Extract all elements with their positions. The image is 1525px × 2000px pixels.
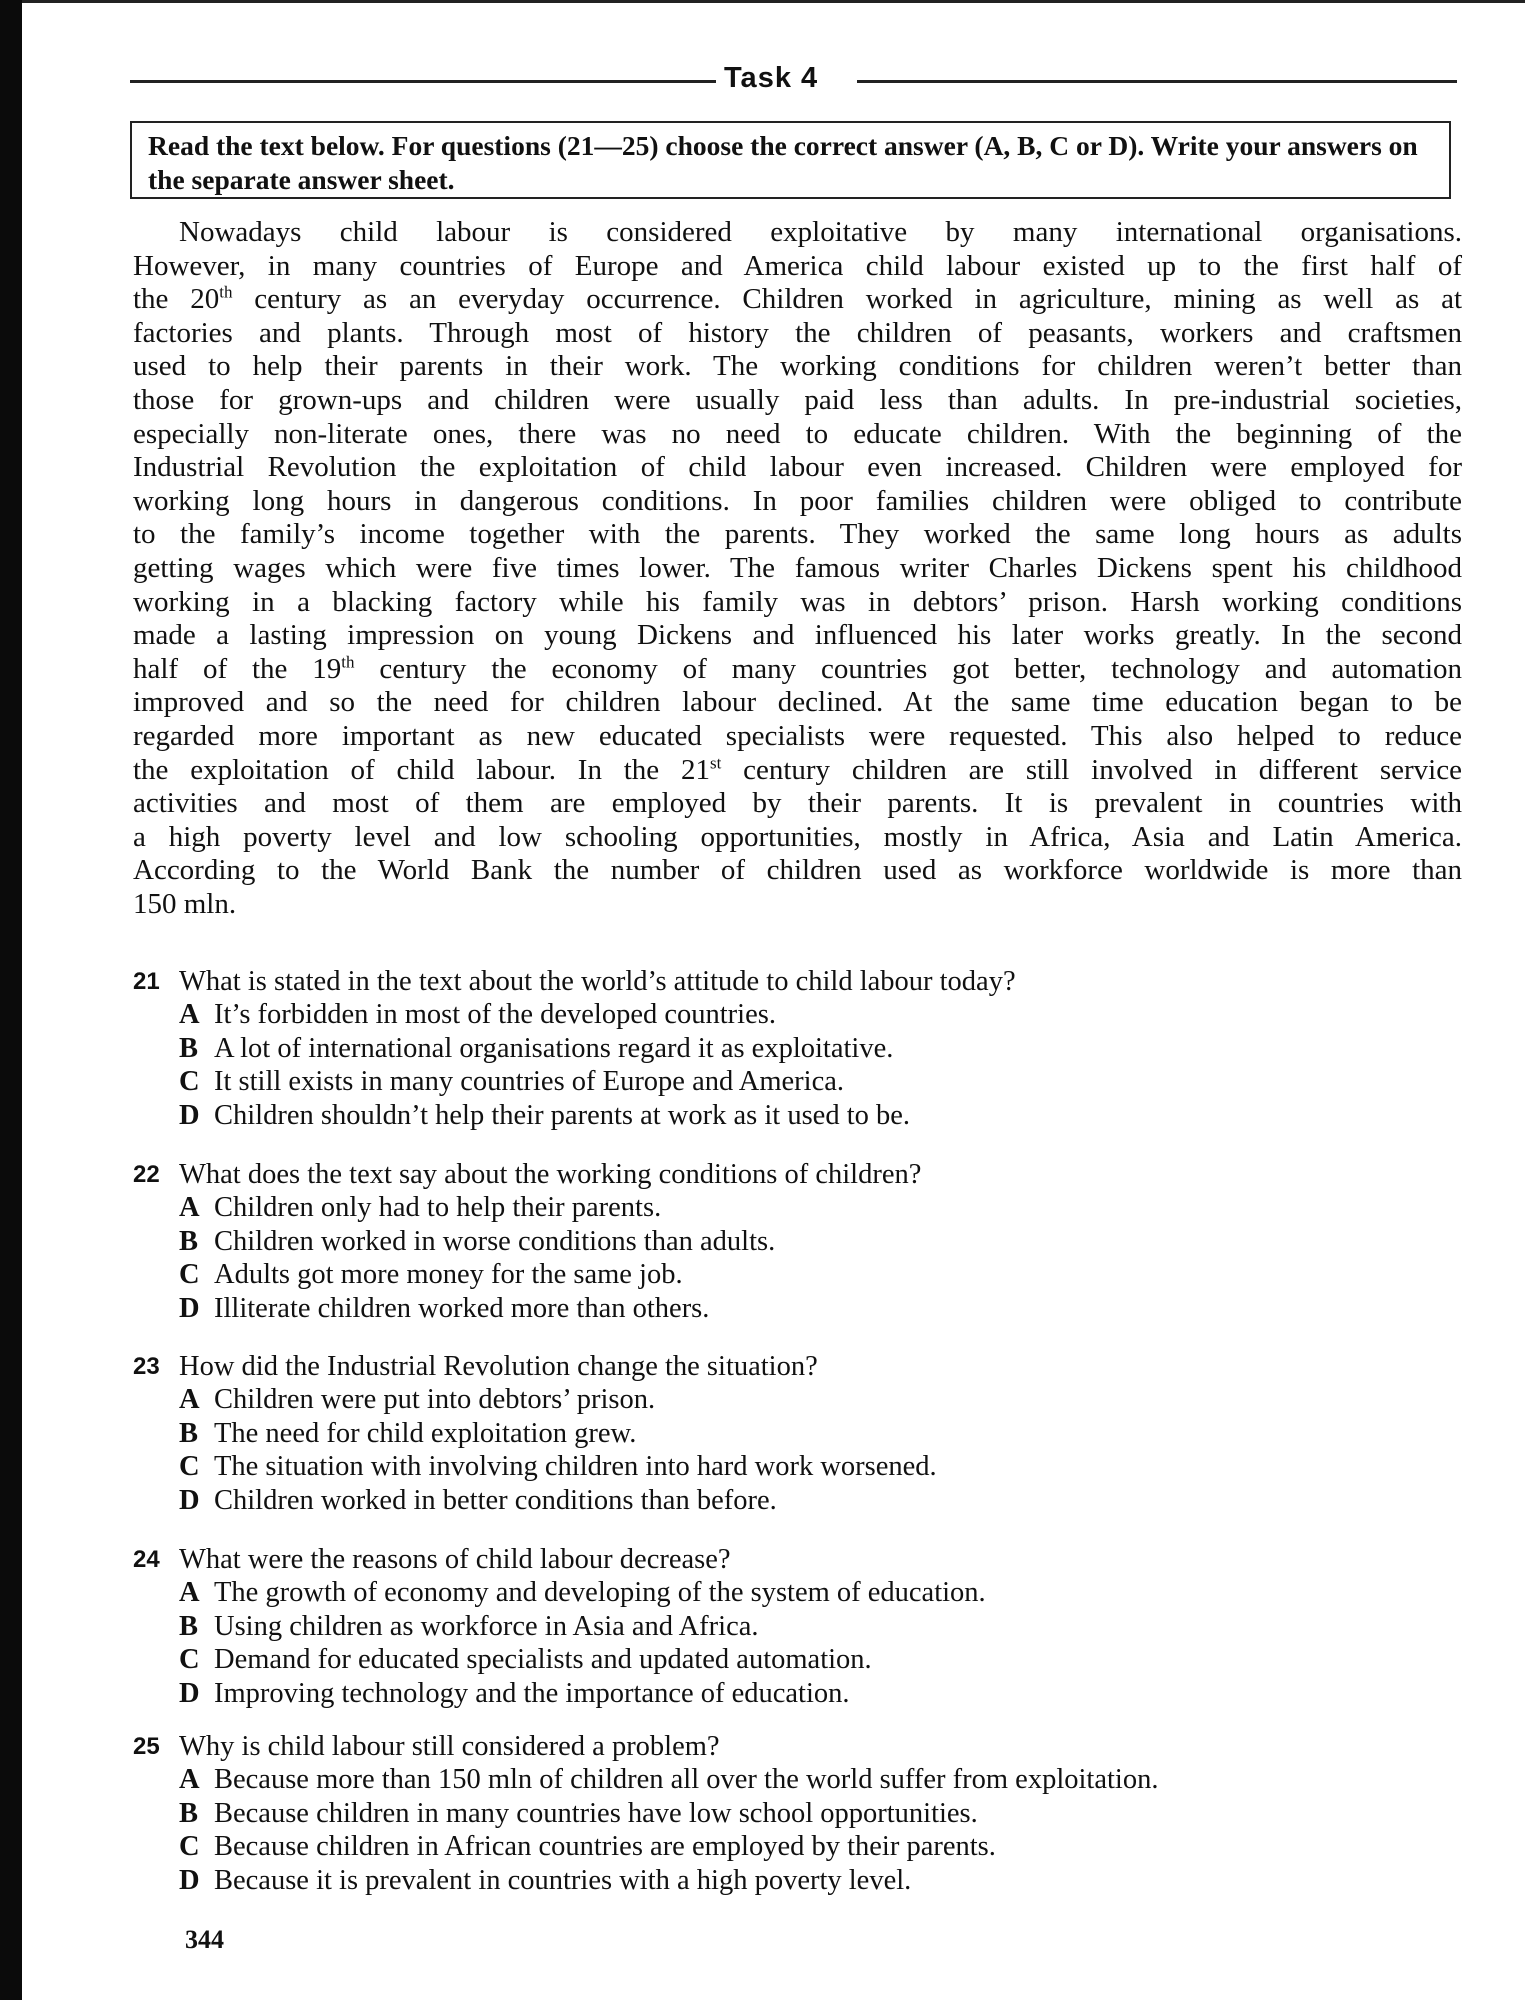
passage-line: a high poverty level and low schooling opportunities, mostly in Africa, Asia and Latin America.: [133, 820, 1462, 853]
option-text: Illiterate children worked more than others.: [214, 1292, 710, 1324]
passage-line: However, in many countries of Europe and America child labour existed up to the first half of: [133, 249, 1462, 282]
question-stem: What does the text say about the working conditions of children?: [179, 1159, 922, 1190]
option-text: Children only had to help their parents.: [214, 1192, 662, 1224]
passage-line: regarded more important as new educated specialists were requested. This also helped to reduce: [133, 719, 1462, 752]
passage-line: used to help their parents in their work. The working conditions for children weren’t better than: [133, 350, 1462, 383]
passage-line: Nowadays child labour is considered exploitative by many international organisations.: [179, 216, 1462, 248]
answer-option-d: [179, 1099, 910, 1132]
option-text: It still exists in many countries of Europe and America.: [214, 1066, 845, 1098]
option-letter: B: [179, 1417, 199, 1449]
question-number: 24: [133, 1546, 160, 1573]
passage-line: working long hours in dangerous conditions. In poor families children were obliged to contribute: [133, 484, 1462, 517]
question-stem: How did the Industrial Revolution change the situation?: [179, 1351, 818, 1382]
option-text: Children worked in better conditions than before.: [214, 1484, 777, 1516]
passage-line: those for grown-ups and children were usually paid less than adults. In pre-industrial societies,: [133, 383, 1462, 416]
passage-line: the 20th century as an everyday occurrence. Children worked in agriculture, mining as well as at: [133, 282, 1462, 316]
header-rule-left: [130, 80, 716, 83]
option-text: Because children in African countries are employed by their parents.: [214, 1831, 996, 1863]
option-letter: C: [179, 1259, 200, 1291]
answer-option-a: [179, 1763, 1158, 1796]
passage-line: improved and so the need for children labour declined. At the same time education began to be: [133, 686, 1462, 719]
passage-line: especially non-literate ones, there was no need to educate children. With the beginning of the: [133, 417, 1462, 450]
option-text: Adults got more money for the same job.: [214, 1259, 683, 1291]
passage-line: working in a blacking factory while his family was in debtors’ prison. Harsh working conditions: [133, 585, 1462, 618]
option-text: It’s forbidden in most of the developed countries.: [214, 999, 776, 1031]
ordinal-suffix: th: [341, 652, 355, 672]
option-letter: C: [179, 1451, 200, 1483]
passage-line: made a lasting impression on young Dickens and influenced his later works greatly. In the second: [133, 619, 1462, 652]
question-stem: What were the reasons of child labour decrease?: [179, 1544, 731, 1575]
answer-option-c: [179, 1065, 844, 1098]
option-text: Because more than 150 mln of children all over the world suffer from exploitation.: [214, 1764, 1159, 1796]
option-text: Demand for educated specialists and updated automation.: [214, 1644, 872, 1676]
answer-option-a: [179, 998, 776, 1031]
option-text: The need for child exploitation grew.: [214, 1417, 637, 1449]
reading-passage: [133, 216, 1462, 921]
option-letter: A: [179, 1764, 200, 1796]
option-letter: C: [179, 1066, 200, 1098]
option-letter: D: [179, 1099, 200, 1131]
answer-option-c: [179, 1830, 996, 1863]
option-letter: C: [179, 1644, 200, 1676]
answer-option-d: [179, 1484, 777, 1517]
passage-line: half of the 19th century the economy of many countries got better, technology and automation: [133, 652, 1463, 685]
answer-option-b: [179, 1225, 775, 1258]
answer-option-c: [179, 1450, 937, 1483]
scan-edge-left: [0, 0, 22, 2000]
task-title: Task 4: [724, 62, 819, 94]
option-letter: A: [179, 999, 200, 1031]
option-letter: D: [179, 1864, 200, 1896]
option-letter: D: [179, 1292, 200, 1324]
option-text: The situation with involving children into hard work worsened.: [214, 1451, 937, 1483]
option-letter: C: [179, 1831, 200, 1863]
option-letter: A: [179, 1384, 200, 1416]
passage-line: 150 mln.: [133, 887, 237, 920]
option-text: Children worked in worse conditions than adults.: [214, 1225, 776, 1257]
answer-option-c: [179, 1258, 683, 1291]
option-letter: B: [179, 1610, 199, 1642]
passage-line: the exploitation of child labour. In the 21st century children are still involved in different service: [133, 752, 1462, 786]
question-stem: What is stated in the text about the world’s attitude to child labour today?: [179, 966, 1016, 997]
option-letter: A: [179, 1192, 200, 1224]
option-text: The growth of economy and developing of the system of education.: [214, 1577, 986, 1609]
answer-option-d: [179, 1864, 911, 1897]
option-text: Improving technology and the importance of education.: [214, 1677, 850, 1709]
ordinal-suffix: st: [709, 752, 722, 772]
answer-option-b: [179, 1797, 978, 1830]
answer-option-a: [179, 1191, 661, 1224]
header-rule-right: [857, 80, 1457, 83]
passage-line: activities and most of them are employed by their parents. It is prevalent in countries with: [133, 787, 1462, 820]
scan-edge-top: [22, 0, 1525, 3]
answer-option-d: [179, 1677, 850, 1710]
answer-option-a: [179, 1383, 655, 1416]
option-text: Children were put into debtors’ prison.: [214, 1384, 656, 1416]
answer-option-c: [179, 1643, 872, 1676]
answer-option-d: [179, 1292, 709, 1325]
ordinal-suffix: th: [219, 282, 233, 302]
option-text: Children shouldn’t help their parents at work as it used to be.: [214, 1099, 911, 1131]
question-number: 21: [133, 968, 160, 995]
passage-line: factories and plants. Through most of history the children of peasants, workers and craftsmen: [133, 316, 1462, 349]
question-number: 23: [133, 1353, 160, 1380]
passage-line: getting wages which were five times lower. The famous writer Charles Dickens spent his childhood: [133, 551, 1462, 584]
passage-line: According to the World Bank the number of children used as workforce worldwide is more than: [133, 854, 1462, 887]
page-number: 344: [185, 1925, 224, 1954]
question-number: 25: [133, 1733, 160, 1760]
option-text: Because children in many countries have low school opportunities.: [214, 1797, 978, 1829]
option-text: Because it is prevalent in countries with a high poverty level.: [214, 1864, 912, 1896]
question-stem: Why is child labour still considered a problem?: [179, 1731, 720, 1762]
answer-option-b: [179, 1610, 759, 1643]
option-letter: B: [179, 1225, 199, 1257]
passage-line: Industrial Revolution the exploitation of child labour even increased. Children were employed for: [133, 451, 1462, 484]
option-text: Using children as workforce in Asia and Africa.: [214, 1610, 759, 1642]
option-letter: B: [179, 1032, 199, 1064]
instructions-box: Read the text below. For questions (21—25) choose the correct answer (A, B, C or D). Write your answers on the separate answer sheet.: [130, 121, 1451, 199]
option-letter: D: [179, 1677, 200, 1709]
option-letter: A: [179, 1577, 200, 1609]
answer-option-b: [179, 1032, 893, 1065]
option-letter: B: [179, 1797, 199, 1829]
option-text: A lot of international organisations regard it as exploitative.: [214, 1032, 894, 1064]
question-number: 22: [133, 1161, 160, 1188]
option-letter: D: [179, 1484, 200, 1516]
answer-option-b: [179, 1417, 636, 1450]
answer-option-a: [179, 1576, 986, 1609]
passage-line: to the family’s income together with the parents. They worked the same long hours as adults: [133, 518, 1462, 551]
